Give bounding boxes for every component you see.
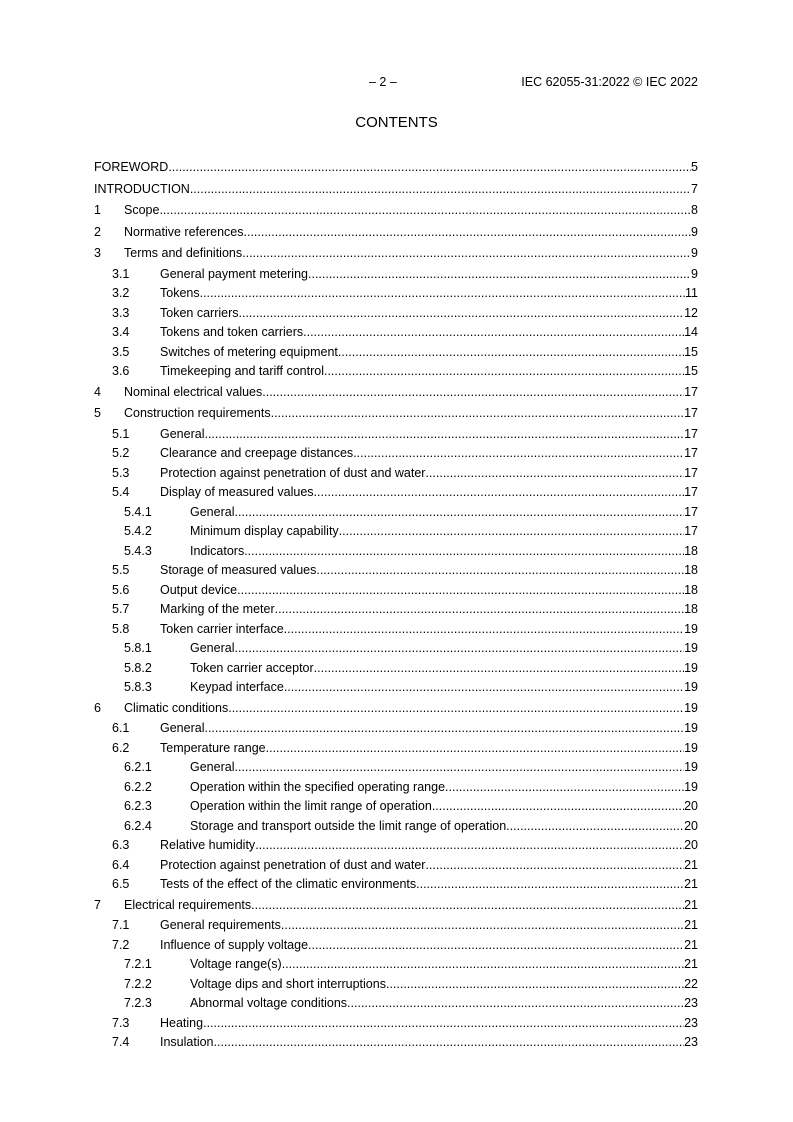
toc-entry-page: 21 [684,857,698,872]
toc-entry-label: INTRODUCTION [94,181,190,196]
toc-entry-page: 17 [684,485,698,499]
toc-dot-leader [425,856,684,876]
toc-entry-page: 21 [684,918,698,932]
toc-entry-label: General [190,504,235,519]
toc-dot-leader [416,875,684,895]
toc-dot-leader [237,581,684,601]
toc-entry[interactable] [94,243,698,265]
toc-entry-page: 21 [684,957,698,971]
toc-entry-page: 19 [684,660,698,675]
toc-entry[interactable] [94,323,698,343]
toc-entry-label: Token carrier acceptor [190,660,314,675]
toc-dot-leader [244,222,692,244]
toc-entry-number: 5.8 [112,621,130,636]
toc-entry[interactable] [94,157,698,179]
document-reference: IEC 62055-31:2022 © IEC 2022 [521,75,698,89]
toc-dot-leader [282,955,684,975]
toc-entry-number: 5.8.2 [124,660,152,675]
toc-entry-number: 5 [94,406,101,420]
toc-entry[interactable] [94,916,698,936]
toc-dot-leader [347,994,684,1014]
toc-entry-number: 2 [94,224,101,239]
toc-dot-leader [284,678,684,698]
toc-entry-number: 7.4 [112,1035,130,1049]
toc-entry-label: Climatic conditions [124,700,229,715]
toc-entry-page: 21 [684,897,698,912]
toc-entry[interactable] [94,444,698,464]
toc-entry-page: 17 [684,384,698,399]
toc-entry-page: 20 [684,818,698,833]
toc-dot-leader [200,284,685,304]
toc-entry-number: 7.1 [112,918,130,932]
toc-entry[interactable] [94,739,698,759]
toc-entry[interactable] [94,304,698,324]
toc-entry-label: Display of measured values [160,485,314,499]
toc-entry-label: General payment metering [160,266,308,281]
toc-entry-page: 7 [691,181,698,196]
toc-entry-number: 7.2.2 [124,976,152,991]
toc-entry-number: 6 [94,700,101,715]
toc-dot-leader [314,483,685,503]
page-number: – 2 – [369,75,397,89]
toc-entry-page: 21 [684,877,698,891]
toc-entry-number: 3.1 [112,266,130,281]
toc-entry-page: 19 [684,621,698,636]
toc-dot-leader [204,719,684,739]
toc-entry-number: 6.3 [112,838,130,852]
toc-dot-leader [239,304,685,324]
toc-entry-label: Tests of the effect of the climatic environments [160,877,417,891]
toc-entry-label: Protection against penetration of dust and water [160,857,426,872]
toc-entry[interactable] [94,503,698,523]
toc-entry-label: Storage and transport outside the limit range of operation [190,818,507,833]
toc-entry-label: Terms and definitions [124,246,243,260]
toc-dot-leader [204,425,684,445]
toc-dot-leader [303,323,684,343]
toc-entry-page: 17 [684,446,698,460]
toc-entry[interactable] [94,284,698,304]
toc-entry[interactable] [94,403,698,425]
toc-entry-label: Token carrier interface [160,621,284,636]
toc-entry[interactable] [94,875,698,895]
toc-entry-number: 5.2 [112,446,130,460]
toc-entry[interactable] [94,362,698,382]
toc-entry-number: 5.1 [112,426,130,441]
toc-entry-label: Protection against penetration of dust and water [160,465,426,480]
toc-dot-leader [275,600,684,620]
toc-entry[interactable] [94,620,698,640]
toc-entry-page: 15 [684,364,698,378]
toc-entry[interactable] [94,222,698,244]
toc-entry-page: 19 [684,721,698,735]
toc-entry-number: 5.8.3 [124,680,152,694]
toc-dot-leader [228,698,684,720]
toc-entry-page: 20 [684,838,698,852]
toc-entry-number: 5.4.1 [124,504,152,519]
toc-dot-leader [244,542,684,562]
toc-entry-label: Switches of metering equipment [160,344,338,359]
toc-entry-number: 7.2.3 [124,996,152,1010]
toc-dot-leader [316,561,684,581]
toc-entry-label: Normative references [124,224,244,239]
toc-entry-label: Operation within the specified operating range [190,779,446,794]
toc-entry[interactable] [94,561,698,581]
toc-dot-leader [339,522,684,542]
toc-dot-leader [314,659,684,679]
toc-entry-number: 1 [94,203,101,217]
toc-dot-leader [281,916,684,936]
toc-entry-number: 6.2.2 [124,779,152,794]
toc-entry-label: Voltage range(s) [190,957,282,971]
toc-entry-number: 5.4.2 [124,524,152,538]
toc-entry-number: 5.6 [112,582,130,597]
toc-entry-number: 3.6 [112,364,130,378]
toc-entry[interactable] [94,719,698,739]
toc-entry[interactable] [94,836,698,856]
toc-dot-leader [234,758,684,778]
toc-entry-label: Temperature range [160,740,266,755]
toc-entry-page: 5 [691,160,698,174]
toc-entry-page: 18 [684,602,698,616]
toc-entry-number: 7.2.1 [124,957,152,971]
toc-dot-leader [338,343,684,363]
toc-dot-leader [242,243,691,265]
toc-entry-page: 17 [684,465,698,480]
table-of-contents [94,157,698,1053]
toc-entry[interactable] [94,639,698,659]
toc-entry-page: 17 [684,504,698,519]
toc-entry-page: 19 [684,779,698,794]
toc-entry[interactable] [94,758,698,778]
toc-entry-label: General [190,760,235,774]
toc-entry[interactable] [94,425,698,445]
toc-entry-number: 7.3 [112,1015,130,1030]
toc-dot-leader [255,836,684,856]
toc-entry-label: Construction requirements [124,406,271,420]
toc-entry-page: 9 [691,246,698,260]
toc-entry-label: Minimum display capability [190,524,339,538]
toc-entry[interactable] [94,581,698,601]
toc-dot-leader [234,503,684,523]
toc-entry[interactable] [94,483,698,503]
toc-entry[interactable] [94,343,698,363]
toc-entry[interactable] [94,975,698,995]
toc-entry-number: 6.2.4 [124,818,152,833]
toc-entry[interactable] [94,1033,698,1053]
toc-entry-label: Electrical requirements [124,897,252,912]
contents-title: CONTENTS [355,114,438,131]
toc-entry-page: 23 [684,1035,698,1049]
toc-entry-label: FOREWORD [94,160,169,174]
toc-entry-label: Tokens and token carriers [160,325,304,339]
toc-dot-leader [386,975,684,995]
toc-entry-label: Tokens [160,286,200,300]
toc-entry[interactable] [94,1014,698,1034]
toc-entry-number: 6.4 [112,857,130,872]
toc-dot-leader [159,200,691,222]
toc-dot-leader [251,895,684,917]
toc-entry[interactable] [94,265,698,285]
toc-entry-page: 23 [684,1015,698,1030]
toc-entry-page: 19 [684,700,698,715]
toc-entry-page: 17 [684,524,698,538]
toc-entry-label: Timekeeping and tariff control [160,364,324,378]
toc-entry-label: Token carriers [160,305,239,320]
toc-entry[interactable] [94,895,698,917]
toc-entry-label: Voltage dips and short interruptions [190,976,386,991]
toc-entry-label: Keypad interface [190,680,284,694]
toc-entry[interactable] [94,936,698,956]
toc-entry-number: 6.2.1 [124,760,152,774]
toc-entry-page: 9 [691,266,698,281]
toc-entry[interactable] [94,659,698,679]
toc-entry-page: 17 [684,406,698,420]
toc-entry-page: 19 [684,740,698,755]
toc-dot-leader [234,639,684,659]
toc-entry-label: Nominal electrical values [124,384,263,399]
toc-entry[interactable] [94,955,698,975]
toc-entry[interactable] [94,797,698,817]
toc-dot-leader [353,444,684,464]
toc-entry-page: 18 [684,563,698,577]
toc-dot-leader [425,464,684,484]
toc-entry-number: 6.2.3 [124,799,152,813]
toc-entry-label: Indicators [190,543,245,558]
toc-entry-label: Heating [160,1015,204,1030]
toc-dot-leader [506,817,684,837]
toc-entry-label: Insulation [160,1035,214,1049]
toc-dot-leader [432,797,684,817]
toc-entry-number: 6.5 [112,877,130,891]
toc-dot-leader [284,620,684,640]
toc-entry[interactable] [94,698,698,720]
toc-entry[interactable] [94,522,698,542]
toc-entry-label: Influence of supply voltage [160,937,309,952]
toc-entry[interactable] [94,382,698,404]
toc-entry-page: 14 [684,325,698,339]
toc-entry-number: 7.2 [112,937,130,952]
toc-entry-label: Marking of the meter [160,602,275,616]
toc-entry-number: 3.2 [112,286,130,300]
toc-entry[interactable] [94,994,698,1014]
toc-entry-page: 12 [684,305,698,320]
page-header [94,75,698,93]
toc-dot-leader [308,936,684,956]
toc-entry-page: 18 [684,543,698,558]
toc-dot-leader [308,265,691,285]
toc-entry-label: General [190,641,235,655]
toc-entry-label: Clearance and creepage distances [160,446,354,460]
toc-dot-leader [324,362,684,382]
toc-entry-page: 20 [684,799,698,813]
toc-entry-page: 11 [685,286,698,300]
toc-entry-number: 7 [94,897,101,912]
toc-entry-number: 5.4.3 [124,543,152,558]
toc-entry-number: 6.1 [112,721,130,735]
toc-entry-label: Relative humidity [160,838,256,852]
toc-entry-label: General [160,721,205,735]
toc-entry-number: 6.2 [112,740,130,755]
toc-dot-leader [168,157,691,179]
toc-entry-number: 3 [94,246,101,260]
toc-entry-page: 22 [684,976,698,991]
toc-entry[interactable] [94,464,698,484]
toc-entry-page: 9 [691,224,698,239]
toc-dot-leader [203,1014,684,1034]
toc-entry-number: 5.5 [112,563,130,577]
toc-entry[interactable] [94,200,698,222]
toc-entry-number: 3.5 [112,344,130,359]
toc-entry-page: 18 [684,582,698,597]
toc-entry[interactable] [94,856,698,876]
toc-entry-label: General [160,426,205,441]
toc-entry-label: Operation within the limit range of operation [190,799,432,813]
toc-entry-page: 8 [691,203,698,217]
toc-entry-page: 15 [684,344,698,359]
toc-entry-number: 3.3 [112,305,130,320]
toc-entry-label: Output device [160,582,238,597]
toc-entry-label: Abnormal voltage conditions [190,996,348,1010]
toc-entry-label: Storage of measured values [160,563,317,577]
toc-entry-number: 5.4 [112,485,130,499]
toc-entry-label: Scope [124,203,160,217]
toc-entry[interactable] [94,778,698,798]
toc-entry-page: 19 [684,760,698,774]
toc-dot-leader [214,1033,685,1053]
toc-dot-leader [266,739,684,759]
toc-entry-label: General requirements [160,918,281,932]
toc-entry[interactable] [94,600,698,620]
toc-entry[interactable] [94,542,698,562]
toc-entry-page: 17 [684,426,698,441]
toc-entry[interactable] [94,817,698,837]
toc-dot-leader [262,382,684,404]
toc-entry-number: 5.7 [112,602,130,616]
toc-dot-leader [190,179,691,201]
toc-entry-page: 23 [684,996,698,1010]
toc-entry-number: 3.4 [112,325,130,339]
toc-entry-page: 19 [684,680,698,694]
toc-entry-number: 4 [94,384,101,399]
toc-dot-leader [445,778,684,798]
toc-entry-number: 5.8.1 [124,641,152,655]
toc-entry-page: 19 [684,641,698,655]
toc-entry-page: 21 [684,937,698,952]
toc-entry[interactable] [94,678,698,698]
toc-entry-number: 5.3 [112,465,130,480]
toc-entry[interactable] [94,179,698,201]
toc-dot-leader [271,403,684,425]
